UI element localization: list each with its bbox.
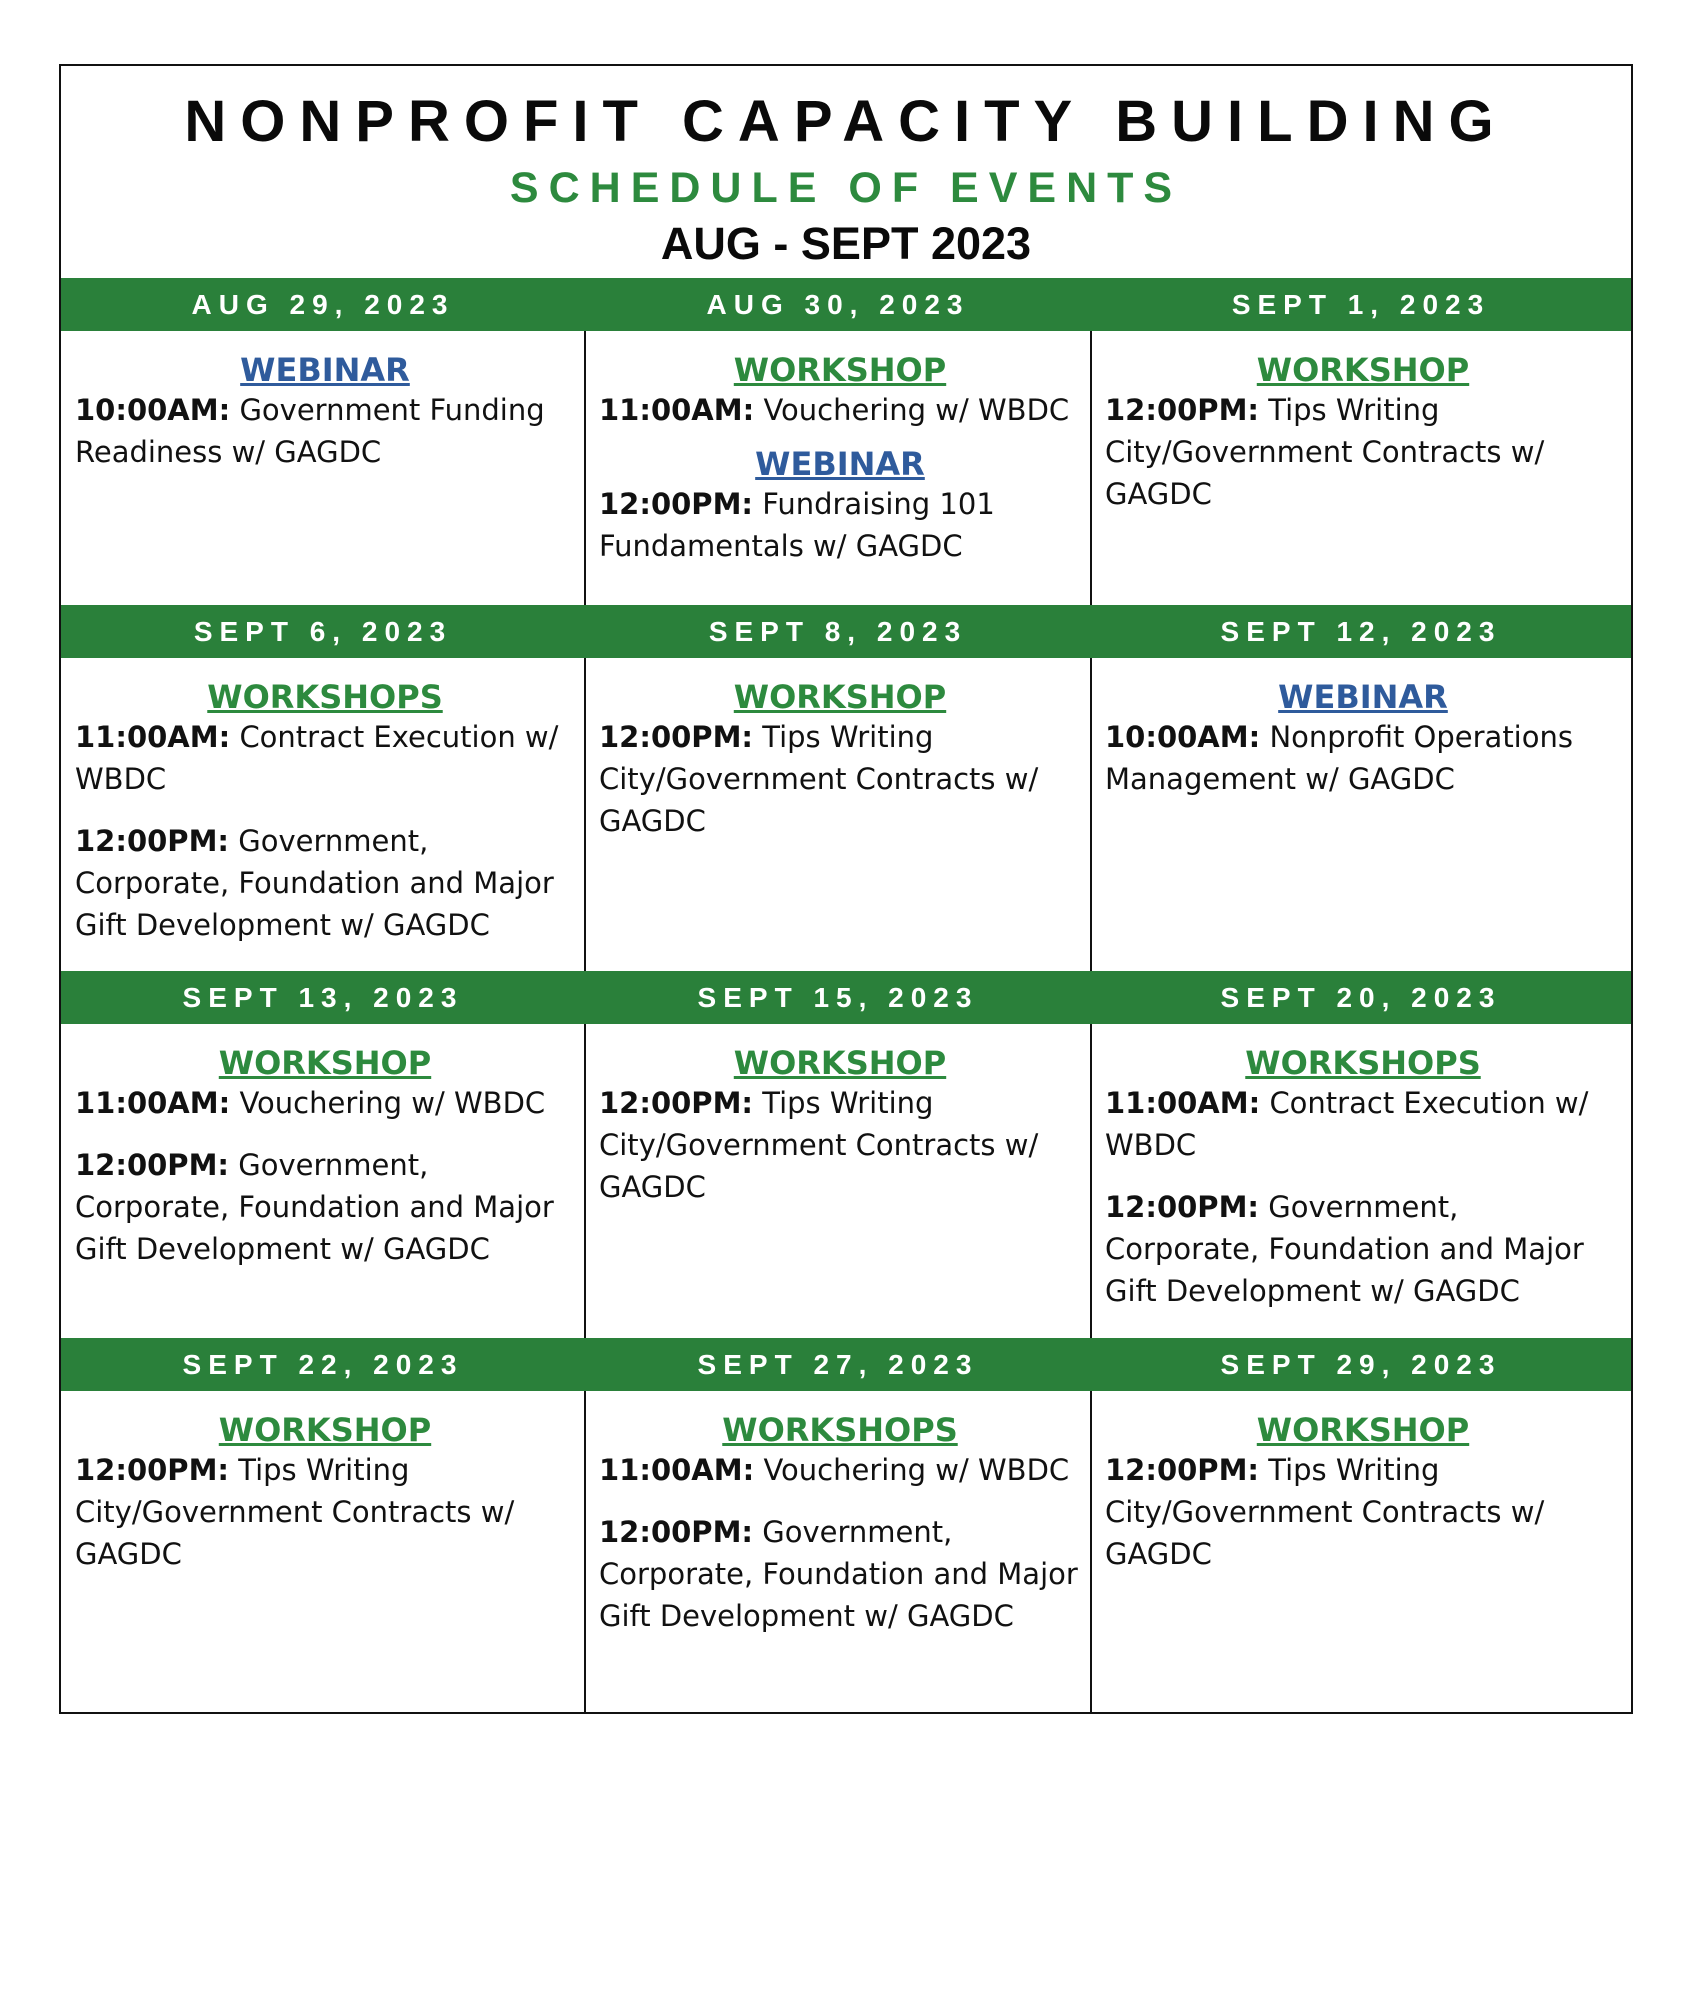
event-description: Vouchering w/ WBDC <box>239 1086 546 1120</box>
date-label: SEPT 1, 2023 <box>1231 289 1491 320</box>
event-entry <box>599 1449 1081 1491</box>
event-description: Government, Corporate, Foundation and Major Gift Development w/ GAGDC <box>1105 1190 1584 1308</box>
event-description: Vouchering w/ WBDC <box>763 393 1070 427</box>
event-entry <box>1105 389 1621 515</box>
schedule-cell <box>599 351 1081 567</box>
event-time: 12:00PM: <box>1105 393 1260 427</box>
event-entry <box>75 820 575 946</box>
workshop-label: WORKSHOP <box>733 1044 947 1082</box>
event-time: 12:00PM: <box>599 487 754 521</box>
webinar-label: WEBINAR <box>240 351 410 389</box>
page-subtitle: SCHEDULE OF EVENTS <box>509 164 1183 212</box>
date-label: SEPT 15, 2023 <box>697 982 979 1013</box>
schedule-cell <box>75 1044 575 1270</box>
schedule-cell <box>1105 678 1621 800</box>
event-time: 11:00AM: <box>75 1086 231 1120</box>
workshop-label: WORKSHOP <box>1256 351 1470 389</box>
event-description: Government Funding Readiness w/ GAGDC <box>75 393 545 469</box>
event-description: Tips Writing City/Government Contracts w/ GAGDC <box>599 1086 1039 1204</box>
column-divider <box>584 331 586 605</box>
event-description: Fundraising 101 Fundamentals w/ GAGDC <box>599 487 995 563</box>
workshop-label: WORKSHOPS <box>722 1411 958 1449</box>
schedule-cell <box>75 1411 575 1575</box>
date-band <box>61 971 1631 1024</box>
event-description: Government, Corporate, Foundation and Major Gift Development w/ GAGDC <box>75 1148 554 1266</box>
event-description: Contract Execution w/ WBDC <box>1105 1086 1589 1162</box>
column-divider <box>1090 1391 1092 1712</box>
event-time: 12:00PM: <box>1105 1453 1260 1487</box>
page-title: NONPROFIT CAPACITY BUILDING <box>184 89 1508 154</box>
event-entry <box>1105 1082 1621 1166</box>
column-divider <box>584 1391 586 1712</box>
event-description: Tips Writing City/Government Contracts w/ GAGDC <box>599 720 1039 838</box>
column-divider <box>1090 658 1092 971</box>
workshop-label: WORKSHOP <box>218 1411 432 1449</box>
event-entry <box>599 389 1081 431</box>
date-label: SEPT 13, 2023 <box>182 982 464 1013</box>
date-label: AUG 29, 2023 <box>191 289 455 320</box>
event-time: 10:00AM: <box>75 393 231 427</box>
event-time: 11:00AM: <box>599 393 755 427</box>
workshop-label: WORKSHOP <box>1256 1411 1470 1449</box>
event-entry <box>599 1511 1081 1637</box>
workshop-label: WORKSHOPS <box>1245 1044 1481 1082</box>
event-entry <box>75 1082 575 1124</box>
schedule-cell <box>599 1044 1081 1208</box>
schedule-frame <box>59 64 1633 1714</box>
date-label: AUG 30, 2023 <box>706 289 970 320</box>
event-entry <box>599 483 1081 567</box>
date-label: SEPT 12, 2023 <box>1220 616 1502 647</box>
event-entry <box>75 1449 575 1575</box>
event-description: Tips Writing City/Government Contracts w/ GAGDC <box>75 1453 515 1571</box>
event-description: Tips Writing City/Government Contracts w/ GAGDC <box>1105 393 1545 511</box>
schedule-cell <box>1105 1044 1621 1312</box>
event-time: 12:00PM: <box>599 1515 754 1549</box>
event-description: Nonprofit Operations Management w/ GAGDC <box>1105 720 1573 796</box>
webinar-label: WEBINAR <box>1278 678 1448 716</box>
event-description: Government, Corporate, Foundation and Major Gift Development w/ GAGDC <box>75 824 554 942</box>
event-time: 12:00PM: <box>599 1086 754 1120</box>
date-band <box>61 278 1631 331</box>
event-time: 12:00PM: <box>75 1453 230 1487</box>
schedule-cell <box>599 1411 1081 1637</box>
event-description: Tips Writing City/Government Contracts w/ GAGDC <box>1105 1453 1545 1571</box>
event-time: 12:00PM: <box>75 824 230 858</box>
date-label: SEPT 6, 2023 <box>193 616 453 647</box>
workshop-label: WORKSHOPS <box>207 678 443 716</box>
column-divider <box>1090 331 1092 605</box>
date-label: SEPT 27, 2023 <box>697 1349 979 1380</box>
schedule-cell <box>75 678 575 946</box>
event-time: 12:00PM: <box>1105 1190 1260 1224</box>
event-description: Government, Corporate, Foundation and Major Gift Development w/ GAGDC <box>599 1515 1078 1633</box>
event-entry <box>75 716 575 800</box>
event-entry <box>599 1082 1081 1208</box>
event-time: 10:00AM: <box>1105 720 1261 754</box>
date-range: AUG - SEPT 2023 <box>660 218 1032 269</box>
date-label: SEPT 8, 2023 <box>708 616 968 647</box>
event-entry <box>599 716 1081 842</box>
column-divider <box>584 658 586 971</box>
date-label: SEPT 20, 2023 <box>1220 982 1502 1013</box>
event-entry <box>75 389 575 473</box>
schedule-cell <box>1105 1411 1621 1575</box>
schedule-cell <box>599 678 1081 842</box>
column-divider <box>1090 1024 1092 1338</box>
column-divider <box>584 1024 586 1338</box>
workshop-label: WORKSHOP <box>733 678 947 716</box>
workshop-label: WORKSHOP <box>218 1044 432 1082</box>
date-band <box>61 1338 1631 1391</box>
workshop-label: WORKSHOP <box>733 351 947 389</box>
event-time: 12:00PM: <box>75 1148 230 1182</box>
event-time: 11:00AM: <box>75 720 231 754</box>
date-label: SEPT 22, 2023 <box>182 1349 464 1380</box>
event-entry <box>1105 1186 1621 1312</box>
event-entry <box>1105 1449 1621 1575</box>
event-description: Vouchering w/ WBDC <box>763 1453 1070 1487</box>
webinar-label: WEBINAR <box>755 445 925 483</box>
date-label: SEPT 29, 2023 <box>1220 1349 1502 1380</box>
event-time: 11:00AM: <box>1105 1086 1261 1120</box>
schedule-cell <box>75 351 575 473</box>
schedule-cell <box>1105 351 1621 515</box>
event-time: 12:00PM: <box>599 720 754 754</box>
event-time: 11:00AM: <box>599 1453 755 1487</box>
event-entry <box>75 1144 575 1270</box>
event-description: Contract Execution w/ WBDC <box>75 720 559 796</box>
event-entry <box>1105 716 1621 800</box>
date-band <box>61 605 1631 658</box>
